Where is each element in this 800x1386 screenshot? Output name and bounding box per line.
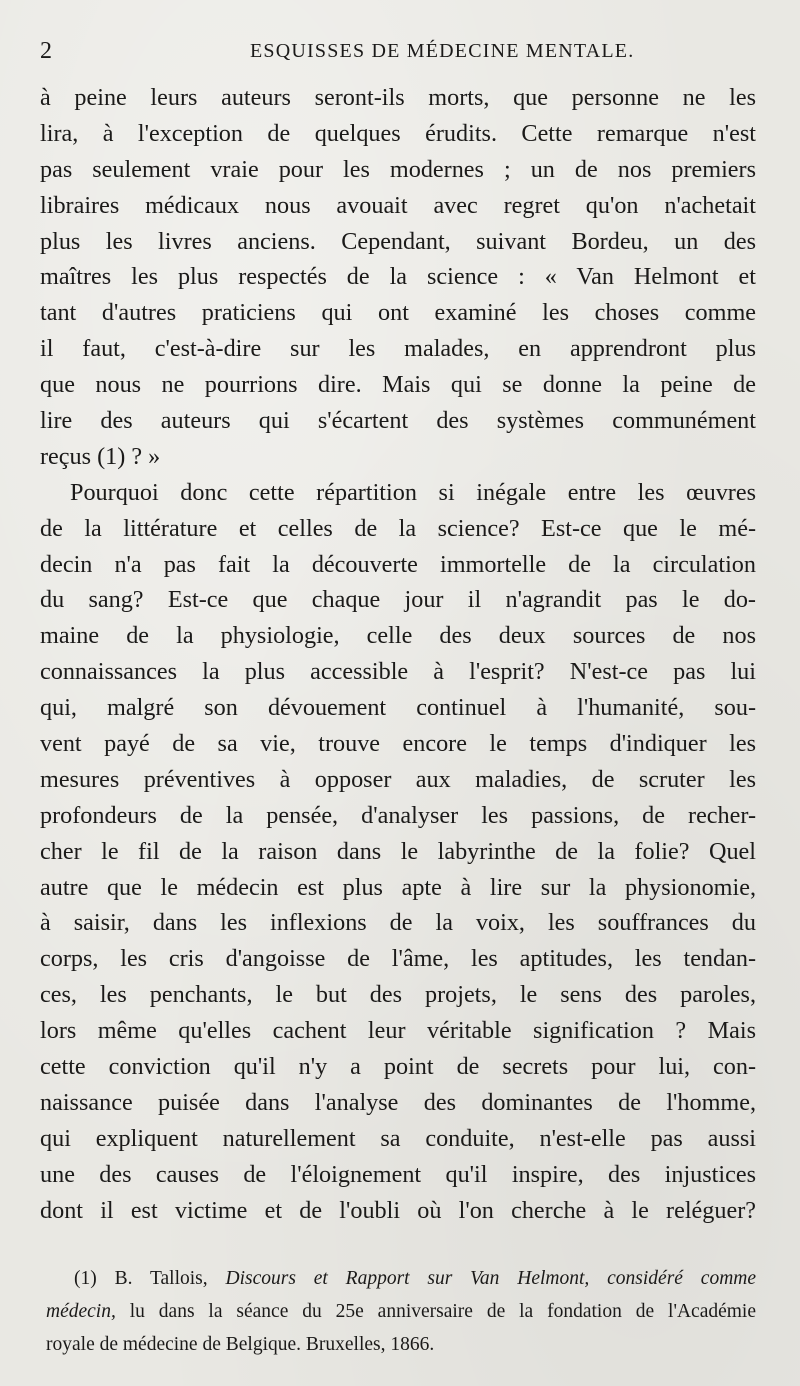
text-line: du sang? Est-ce que chaque jour il n'agrandit pas le do- <box>40 586 756 614</box>
text-line: lors même qu'elles cachent leur véritable signification ? Mais <box>40 1017 756 1045</box>
text-line: decin n'a pas fait la découverte immortelle de la circulation <box>40 550 756 578</box>
page-number: 2 <box>40 38 53 64</box>
text-line: autre que le médecin est plus apte à lire sur la physionomie, <box>40 873 756 901</box>
text-line: qui expliquent naturellement sa conduite, n'est-elle pas aussi <box>40 1124 756 1152</box>
text-line: profondeurs de la pensée, d'analyser les passions, de recher- <box>40 801 756 829</box>
text-line: vent payé de sa vie, trouve encore le temps d'indiquer les <box>40 730 756 758</box>
footnote-title-cont: médecin, <box>46 1301 116 1322</box>
footnote-line-3: royale de médecine de Belgique. Bruxelles, 1866. <box>46 1334 435 1355</box>
text-line: lire des auteurs qui s'écartent des systèmes communément <box>40 407 756 435</box>
footnote-line-1 <box>46 1262 756 1295</box>
text-line: corps, les cris d'angoisse de l'âme, les aptitudes, les tendan- <box>40 945 756 973</box>
text-line: cette conviction qu'il n'y a point de secrets pour lui, con- <box>40 1053 756 1081</box>
text-line: mesures préventives à opposer aux maladies, de scruter les <box>40 765 756 793</box>
text-line: que nous ne pourrions dire. Mais qui se donne la peine de <box>40 371 756 399</box>
text-line: à saisir, dans les inflexions de la voix, les souffrances du <box>40 909 756 937</box>
text-line: qui, malgré son dévouement continuel à l'humanité, sou- <box>40 694 756 722</box>
text-line: plus les livres anciens. Cependant, suivant Bordeu, un des <box>40 227 756 255</box>
footnote-marker: (1) <box>74 1268 97 1289</box>
footnote <box>46 1262 756 1361</box>
text-line: tant d'autres praticiens qui ont examiné les choses comme <box>40 299 756 327</box>
text-line: ces, les penchants, le but des projets, le sens des paroles, <box>40 981 756 1009</box>
footnote-title: Discours et Rapport sur Van Helmont, considéré comme <box>225 1268 756 1289</box>
footnote-author: B. Tallois, <box>114 1268 208 1289</box>
text-line: Pourquoi donc cette répartition si inégale entre les œuvres <box>70 478 756 506</box>
text-line: cher le fil de la raison dans le labyrinthe de la folie? Quel <box>40 837 756 865</box>
text-line: de la littérature et celles de la science? Est-ce que le mé- <box>40 514 756 542</box>
running-title: ESQUISSES DE MÉDECINE MENTALE. <box>250 40 635 62</box>
footnote-text: lu dans la séance du 25e anniversaire de la fondation de l'Académie <box>129 1301 756 1322</box>
text-line: dont il est victime et de l'oubli où l'on cherche à le reléguer? <box>40 1196 756 1224</box>
page-header <box>36 38 740 78</box>
text-line: maine de la physiologie, celle des deux sources de nos <box>40 622 756 650</box>
text-line: reçus (1) ? » <box>40 442 161 470</box>
text-line: maîtres les plus respectés de la science : « Van Helmont et <box>40 263 756 291</box>
footnote-line-2 <box>46 1295 756 1328</box>
text-line: naissance puisée dans l'analyse des dominantes de l'homme, <box>40 1088 756 1116</box>
text-line: libraires médicaux nous avouait avec regret qu'on n'achetait <box>40 191 756 219</box>
body-text <box>40 80 756 1229</box>
text-line: pas seulement vraie pour les modernes ; un de nos premiers <box>40 155 756 183</box>
text-line: connaissances la plus accessible à l'esprit? N'est-ce pas lui <box>40 658 756 686</box>
text-line: lira, à l'exception de quelques érudits. Cette remarque n'est <box>40 119 756 147</box>
text-line: il faut, c'est-à-dire sur les malades, en apprendront plus <box>40 335 756 363</box>
text-line: une des causes de l'éloignement qu'il inspire, des injustices <box>40 1160 756 1188</box>
text-line: à peine leurs auteurs seront-ils morts, que personne ne les <box>40 84 756 111</box>
